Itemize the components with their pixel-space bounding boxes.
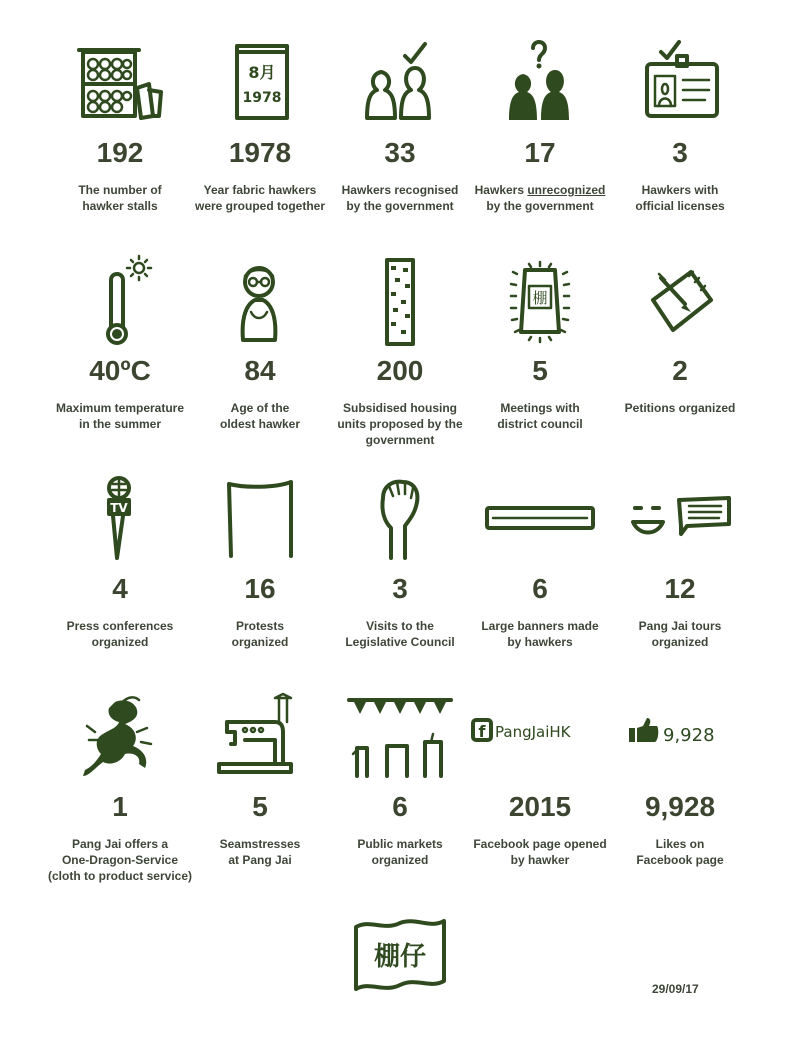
- stat-card: [610, 474, 750, 692]
- stat-card: [330, 256, 470, 474]
- stat-caption: Pang Jai offers a One-Dragon-Service (cloth to product service): [47, 837, 193, 883]
- stat-caption: Pang Jai tours organized: [638, 619, 722, 649]
- raised-fist-icon: [345, 474, 455, 566]
- stat-card: [470, 38, 610, 256]
- stat-caption: Age of the oldest hawker: [219, 401, 301, 431]
- pang-jai-logo: [350, 915, 450, 999]
- stat-caption: Public markets organized: [357, 837, 443, 867]
- underlined-word: unrecognized: [527, 183, 606, 197]
- stat-value: 1: [112, 791, 128, 822]
- stat-card: [190, 692, 330, 910]
- stat-value: 16: [244, 573, 276, 604]
- stat-card: [330, 474, 470, 692]
- stat-card: [470, 256, 610, 474]
- stat-caption: The number of hawker stalls: [78, 183, 162, 213]
- stat-value: 200: [376, 355, 424, 386]
- stat-value: 5: [252, 791, 268, 822]
- svg-text:8月: 8月: [248, 63, 276, 82]
- svg-text:棚仔: 棚仔: [373, 942, 427, 972]
- stat-card: [50, 474, 190, 692]
- stat-caption: Meetings with district council: [497, 401, 583, 431]
- stat-value: 2: [672, 355, 688, 386]
- stat-card: [50, 38, 190, 256]
- svg-text:棚: 棚: [532, 289, 548, 307]
- smiley-speech-icon: [625, 474, 735, 566]
- stat-value: 17: [524, 137, 556, 168]
- stat-value: 3: [392, 573, 408, 604]
- market-bunting-icon: [345, 692, 455, 784]
- stat-card: [470, 692, 610, 910]
- stat-value: 40ºC: [89, 355, 151, 386]
- stat-card: [50, 256, 190, 474]
- stat-caption: Likes on Facebook page: [636, 837, 724, 867]
- elderly-hawker-icon: [205, 256, 315, 348]
- stat-caption: Protests organized: [231, 619, 289, 649]
- stat-card: [610, 256, 750, 474]
- stat-value: 9,928: [644, 791, 716, 822]
- stat-value: 5: [532, 355, 548, 386]
- svg-text:TV: TV: [110, 501, 128, 515]
- stat-caption: Facebook page opened by hawker: [473, 837, 607, 867]
- date-stamp: 29/09/17: [652, 982, 699, 996]
- stat-card: [470, 474, 610, 692]
- stat-value: 2015: [508, 791, 572, 822]
- stat-caption: Press conferences organized: [66, 619, 174, 649]
- stat-value: 1978: [228, 137, 292, 168]
- stat-value: 6: [532, 573, 548, 604]
- stat-card: [610, 692, 750, 910]
- svg-text:1978: 1978: [242, 90, 282, 106]
- license-card-icon: [625, 38, 735, 130]
- protest-banner-icon: [205, 474, 315, 566]
- svg-text:f: f: [478, 722, 486, 741]
- petition-notepad-icon: [625, 256, 735, 348]
- svg-text:PangJaiHK: PangJaiHK: [495, 723, 571, 741]
- stat-caption: Subsidised housing units proposed by the government: [337, 401, 463, 447]
- stat-value: 33: [384, 137, 416, 168]
- stat-caption: Maximum temperature in the summer: [55, 401, 185, 431]
- stat-caption: Visits to the Legislative Council: [345, 619, 455, 649]
- tv-microphone-icon: [65, 474, 175, 566]
- calendar-icon: [205, 38, 315, 130]
- stat-caption: Hawkers unrecognized by the government: [474, 183, 606, 213]
- stat-caption: Petitions organized: [624, 401, 736, 415]
- stat-value: 3: [672, 137, 688, 168]
- dragon-icon: [65, 692, 175, 784]
- stat-card: [190, 474, 330, 692]
- stat-value: 6: [392, 791, 408, 822]
- stat-card: [190, 256, 330, 474]
- svg-text:9,928: 9,928: [663, 725, 715, 746]
- stat-value: 4: [112, 573, 128, 604]
- thermometer-icon: [65, 256, 175, 348]
- sewing-machine-icon: [205, 692, 315, 784]
- stat-card: [330, 692, 470, 910]
- recognised-hawkers-icon: [345, 38, 455, 130]
- unrecognized-hawkers-icon: [485, 38, 595, 130]
- stat-value: 84: [244, 355, 276, 386]
- stall-icon: [65, 38, 175, 130]
- stat-caption: Year fabric hawkers were grouped together: [194, 183, 325, 213]
- large-banner-icon: [485, 474, 595, 566]
- stat-value: 12: [664, 573, 696, 604]
- facebook-page-icon: [478, 692, 595, 784]
- stat-card: [190, 38, 330, 256]
- stat-card: [610, 38, 750, 256]
- meeting-table-icon: [485, 256, 595, 348]
- stat-value: 192: [96, 137, 144, 168]
- housing-tower-icon: [345, 256, 455, 348]
- stat-caption: Hawkers with official licenses: [635, 183, 725, 213]
- stat-caption: Large banners made by hawkers: [481, 619, 599, 649]
- stat-caption: Seamstresses at Pang Jai: [219, 837, 301, 867]
- thumbs-up-likes-icon: [625, 692, 735, 784]
- stat-caption: Hawkers recognised by the government: [341, 183, 459, 213]
- stat-card: [47, 692, 193, 910]
- stats-grid: [47, 38, 750, 910]
- stat-card: [330, 38, 470, 256]
